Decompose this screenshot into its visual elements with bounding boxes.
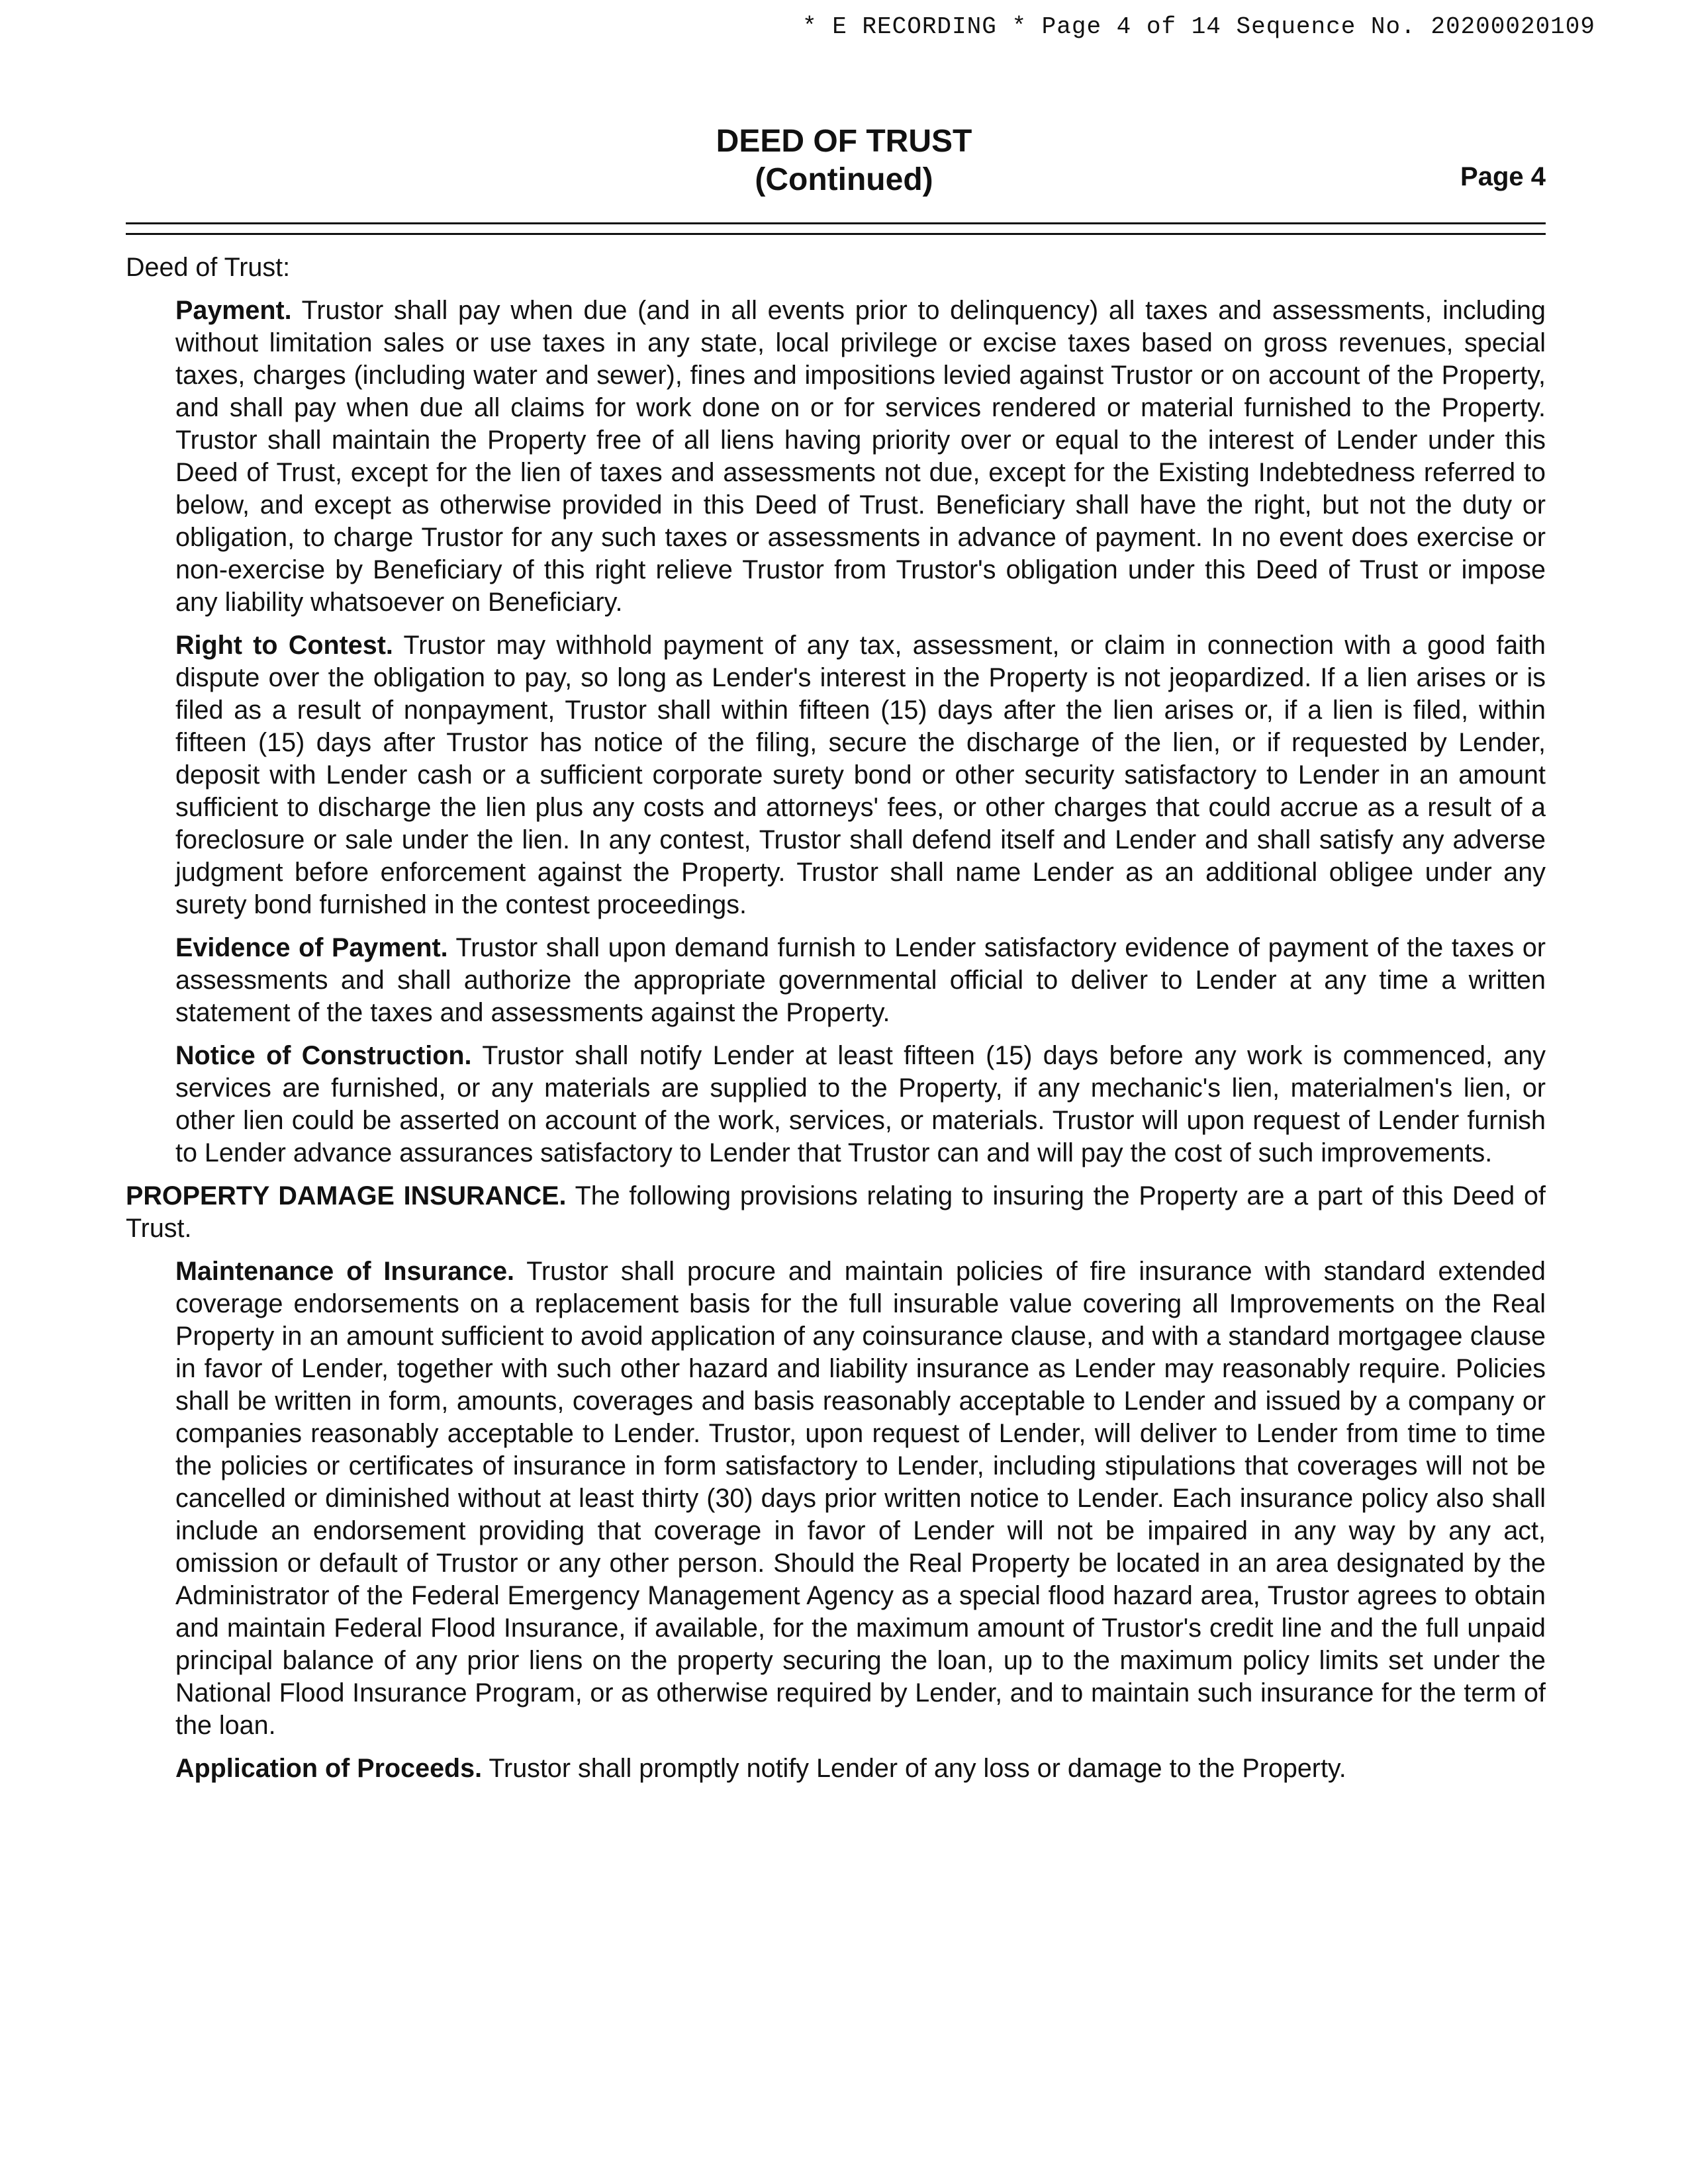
document-title: DEED OF TRUST [716, 124, 972, 159]
document-title-block [0, 122, 1688, 199]
section-heading: Right to Contest. [175, 631, 393, 660]
section-payment [175, 295, 1546, 619]
section-heading: Payment. [175, 296, 292, 325]
section-heading: Notice of Construction. [175, 1041, 472, 1070]
section-heading: Evidence of Payment. [175, 933, 448, 962]
section-maintenance-of-insurance [175, 1255, 1546, 1742]
header-divider-bottom [126, 233, 1546, 235]
section-text: Trustor may withhold payment of any tax, assessment, or claim in connection with a good faith dispute over the obligation to pay, so long as Lender's interest in the Property is not jeopardized. If a lien arises or is filed as a result of nonpayment, Trustor shall within fifteen (15) days after the lien arises or, if a lien is filed, within fifteen (15) days after Trustor has notice of the filing, secure the discharge of the lien, or if requested by Lender, deposit with Lender cash or a sufficient corporate surety bond or other security satisfactory to Lender in an amount sufficient to discharge the lien plus any costs and attorneys' fees, or other charges that could accrue as a result of a foreclosure or sale under the lien. In any contest, Trustor shall defend itself and Lender and shall satisfy any adverse judgment before enforcement against the Property. Trustor shall name Lender as an additional obligee under any surety bond furnished in the contest proceedings. [175, 631, 1546, 919]
section-text: The following provisions relating to insuring the Property are a part of this Deed of Trust. [126, 1181, 1546, 1243]
document-subtitle: (Continued) [755, 162, 933, 197]
header-divider-top [126, 222, 1546, 224]
section-heading: PROPERTY DAMAGE INSURANCE. [126, 1181, 567, 1210]
intro-line: Deed of Trust: [126, 253, 291, 282]
section-text: Trustor shall upon demand furnish to Lender satisfactory evidence of payment of the taxes or assessments and shall authorize the appropriate governmental official to deliver to Lender at any time a written statement of the taxes and assessments against the Property. [175, 933, 1546, 1027]
recording-stamp: * E RECORDING * Page 4 of 14 Sequence No. 20200020109 [802, 13, 1595, 40]
section-text: Trustor shall notify Lender at least fifteen (15) days before any work is commenced, any services are furnished, or any materials are supplied to the Property, if any mechanic's lien, materialmen's lien, or other lien could be asserted on account of the work, services, or materials. Trustor will upon request of Lender furnish to Lender advance assurances satisfactory to Lender that Trustor can and will pay the cost of such improvements. [175, 1041, 1546, 1167]
section-property-damage-insurance [126, 1180, 1546, 1245]
section-right-to-contest [175, 629, 1546, 921]
section-notice-of-construction [175, 1040, 1546, 1169]
section-heading: Maintenance of Insurance. [175, 1257, 515, 1286]
section-text: Trustor shall pay when due (and in all events prior to delinquency) all taxes and assessments, including without limitation sales or use taxes in any state, local privilege or excise taxes based on gross revenues, special taxes, charges (including water and sewer), fines and impositions levied against Trustor or on account of the Property, and shall pay when due all claims for work done on or for services rendered or material furnished to the Property. Trustor shall maintain the Property free of all liens having priority over or equal to the interest of Lender under this Deed of Trust, except for the lien of taxes and assessments not due, except for the Existing Indebtedness referred to below, and except as otherwise provided in this Deed of Trust. Beneficiary shall have the right, but not the duty or obligation, to charge Trustor for any such taxes or assessments in advance of payment. In no event does exercise or non-exercise by Beneficiary of this right relieve Trustor from Trustor's obligation under this Deed of Trust or impose any liability whatsoever on Beneficiary. [175, 296, 1546, 617]
section-application-of-proceeds [175, 1752, 1546, 1785]
section-heading: Application of Proceeds. [175, 1754, 483, 1783]
document-body [126, 251, 1546, 1796]
section-evidence-of-payment [175, 932, 1546, 1029]
page-number: Page 4 [1460, 162, 1546, 191]
section-text: Trustor shall procure and maintain policies of fire insurance with standard extended coverage endorsements on a replacement basis for the full insurable value covering all Improvements on the Real Property in an amount sufficient to avoid application of any coinsurance clause, and with a standard mortgagee clause in favor of Lender, together with such other hazard and liability insurance as Lender may reasonably require. Policies shall be written in form, amounts, coverages and basis reasonably acceptable to Lender and issued by a company or companies reasonably acceptable to Lender. Trustor, upon request of Lender, will deliver to Lender from time to time the policies or certificates of insurance in form satisfactory to Lender, including stipulations that coverages will not be cancelled or diminished without at least thirty (30) days prior written notice to Lender. Each insurance policy also shall include an endorsement providing that coverage in favor of Lender will not be impaired in any way by any act, omission or default of Trustor or any other person. Should the Real Property be located in an area designated by the Administrator of the Federal Emergency Management Agency as a special flood hazard area, Trustor agrees to obtain and maintain Federal Flood Insurance, if available, for the maximum amount of Trustor's credit line and the full unpaid principal balance of any prior liens on the property securing the loan, up to the maximum policy limits set under the National Flood Insurance Program, or as otherwise required by Lender, and to maintain such insurance for the term of the loan. [175, 1257, 1546, 1740]
section-text: Trustor shall promptly notify Lender of any loss or damage to the Property. [489, 1754, 1346, 1783]
